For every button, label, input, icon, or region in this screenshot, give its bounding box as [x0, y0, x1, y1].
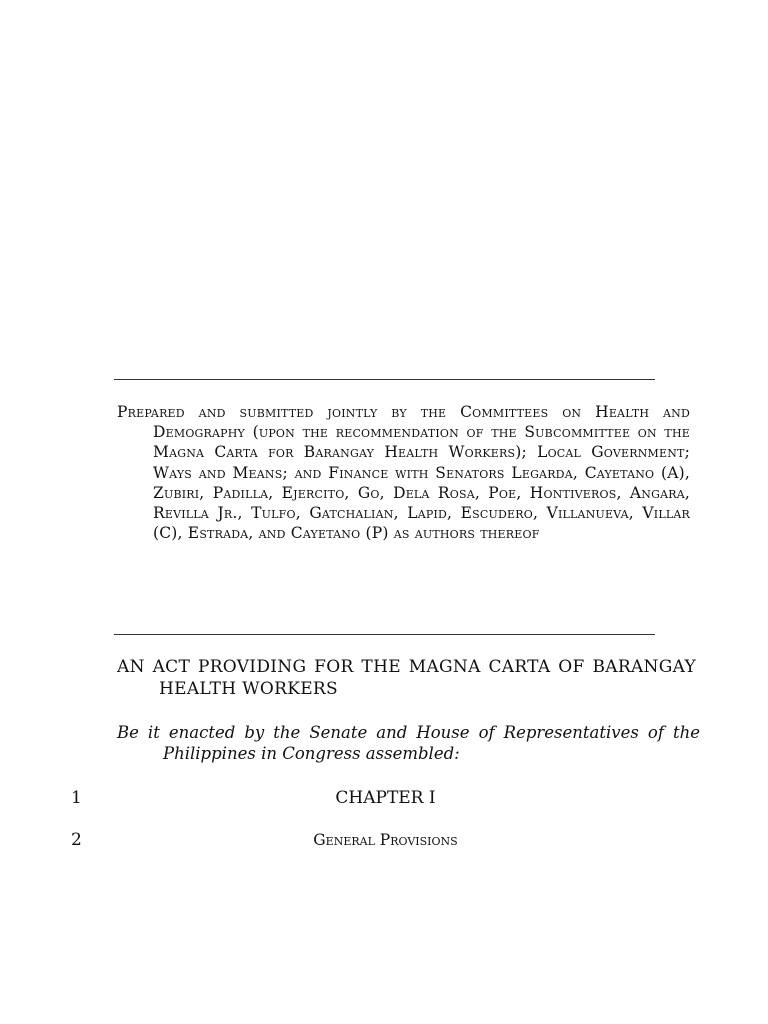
- line-number-2: 2: [71, 830, 82, 850]
- prepared-by-statement: Prepared and submitted jointly by the Committees on Health and Demography (upon the recommendation of the Subcommittee on the Magna Carta for Barangay Health Workers); Local Government; Ways and Means; and Finance with Senators Legarda, Cayetano (A), Zubiri, Padilla, Ejercito, Go, Dela Rosa, Poe, Hontiveros, Angara, Revilla Jr., Tulfo, Gatchalian, Lapid, Escudero, Villanueva, Villar (C), Estrada, and Cayetano (P) as authors thereof: [117, 403, 690, 543]
- enacting-clause: Be it enacted by the Senate and House of Representatives of the Philippines in Congress assembled:: [117, 723, 700, 763]
- line-number-1: 1: [71, 788, 82, 808]
- bottom-divider: [114, 634, 655, 635]
- top-divider: [114, 379, 655, 380]
- chapter-subheading: General Provisions: [313, 831, 458, 849]
- chapter-heading: CHAPTER I: [335, 788, 436, 808]
- act-title: AN ACT PROVIDING FOR THE MAGNA CARTA OF BARANGAY HEALTH WORKERS: [117, 657, 696, 699]
